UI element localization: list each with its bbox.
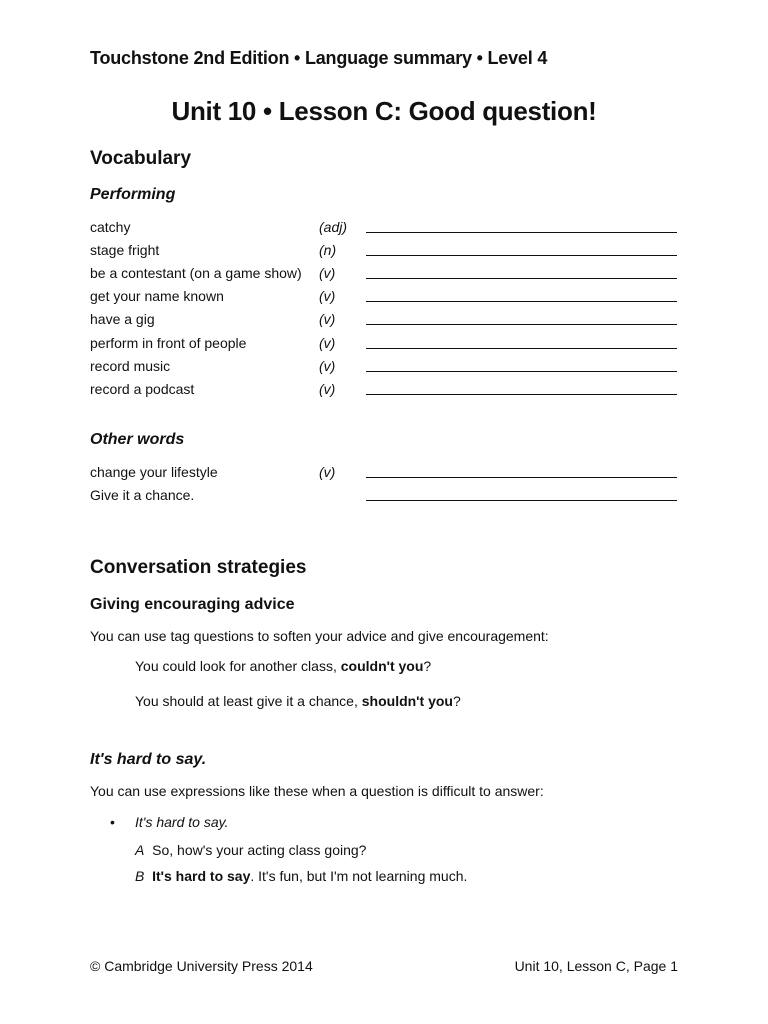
hard-to-say-heading: It's hard to say.: [90, 751, 207, 768]
hard-to-say-intro: You can use expressions like these when a question is difficult to answer:: [90, 783, 544, 799]
vocab-part-of-speech: (v): [319, 381, 336, 397]
vocab-word: have a gig: [90, 311, 155, 327]
example-sentence: [135, 693, 461, 709]
example-punctuation: ?: [452, 693, 461, 709]
answer-line: [366, 348, 677, 349]
vocab-part-of-speech: (v): [319, 311, 336, 327]
vocab-word: get your name known: [90, 288, 224, 304]
vocab-row: [90, 288, 690, 311]
performing-heading: Performing: [90, 186, 176, 203]
answer-line: [366, 232, 677, 233]
example-text: You could look for another class,: [135, 658, 341, 674]
expression-item: It's hard to say.: [135, 814, 229, 830]
page-title: Unit 10 • Lesson C: Good question!: [171, 96, 597, 126]
expression-highlight: It's hard to say: [152, 868, 251, 884]
copyright-footer: © Cambridge University Press 2014: [90, 958, 313, 974]
vocab-part-of-speech: (adj): [319, 219, 348, 235]
answer-line: [366, 324, 677, 325]
dialogue-line-b: [135, 868, 467, 884]
encouraging-advice-heading: Giving encouraging advice: [90, 596, 295, 613]
answer-line: [366, 371, 677, 372]
vocab-word: record music: [90, 358, 171, 374]
answer-line: [366, 255, 677, 256]
vocab-word: perform in front of people: [90, 335, 247, 351]
vocab-part-of-speech: (v): [319, 464, 336, 480]
vocab-row: [90, 487, 690, 510]
dialogue-text: So, how's your acting class going?: [152, 842, 367, 858]
tag-question: shouldn't you: [361, 693, 453, 709]
vocab-part-of-speech: (v): [319, 288, 336, 304]
encouraging-intro: You can use tag questions to soften your advice and give encouragement:: [90, 628, 549, 644]
vocab-part-of-speech: (n): [319, 242, 337, 258]
vocab-word: catchy: [90, 219, 131, 235]
vocab-word: stage fright: [90, 242, 160, 258]
page-reference: Unit 10, Lesson C, Page 1: [514, 958, 678, 974]
example-sentence: [135, 658, 431, 674]
vocab-part-of-speech: (v): [319, 265, 336, 281]
vocab-row: [90, 335, 690, 358]
example-punctuation: ?: [423, 658, 432, 674]
answer-line: [366, 477, 677, 478]
answer-line: [366, 394, 677, 395]
answer-line: [366, 301, 677, 302]
answer-line: [366, 500, 677, 501]
vocab-word: change your lifestyle: [90, 464, 218, 480]
speaker-label: B: [135, 868, 145, 884]
series-header: Touchstone 2nd Edition • Language summary • Level 4: [90, 48, 548, 68]
dialogue-line-a: [135, 842, 366, 858]
vocab-part-of-speech: (v): [319, 335, 336, 351]
vocab-row: [90, 381, 690, 404]
vocab-row: [90, 219, 690, 242]
example-text: You should at least give it a chance,: [135, 693, 362, 709]
vocab-row: [90, 265, 690, 288]
vocab-word: be a contestant (on a game show): [90, 265, 302, 281]
vocabulary-heading: Vocabulary: [90, 148, 192, 169]
vocab-row: [90, 464, 690, 487]
vocab-word: Give it a chance.: [90, 487, 195, 503]
vocab-row: [90, 358, 690, 381]
tag-question: couldn't you: [340, 658, 424, 674]
vocab-word: record a podcast: [90, 381, 195, 397]
conversation-strategies-heading: Conversation strategies: [90, 557, 307, 578]
answer-line: [366, 278, 677, 279]
speaker-label: A: [135, 842, 145, 858]
vocab-row: [90, 311, 690, 334]
vocab-row: [90, 242, 690, 265]
vocab-part-of-speech: (v): [319, 358, 336, 374]
other-words-heading: Other words: [90, 431, 185, 448]
bullet-icon: •: [110, 814, 115, 830]
dialogue-text: . It's fun, but I'm not learning much.: [250, 868, 468, 884]
